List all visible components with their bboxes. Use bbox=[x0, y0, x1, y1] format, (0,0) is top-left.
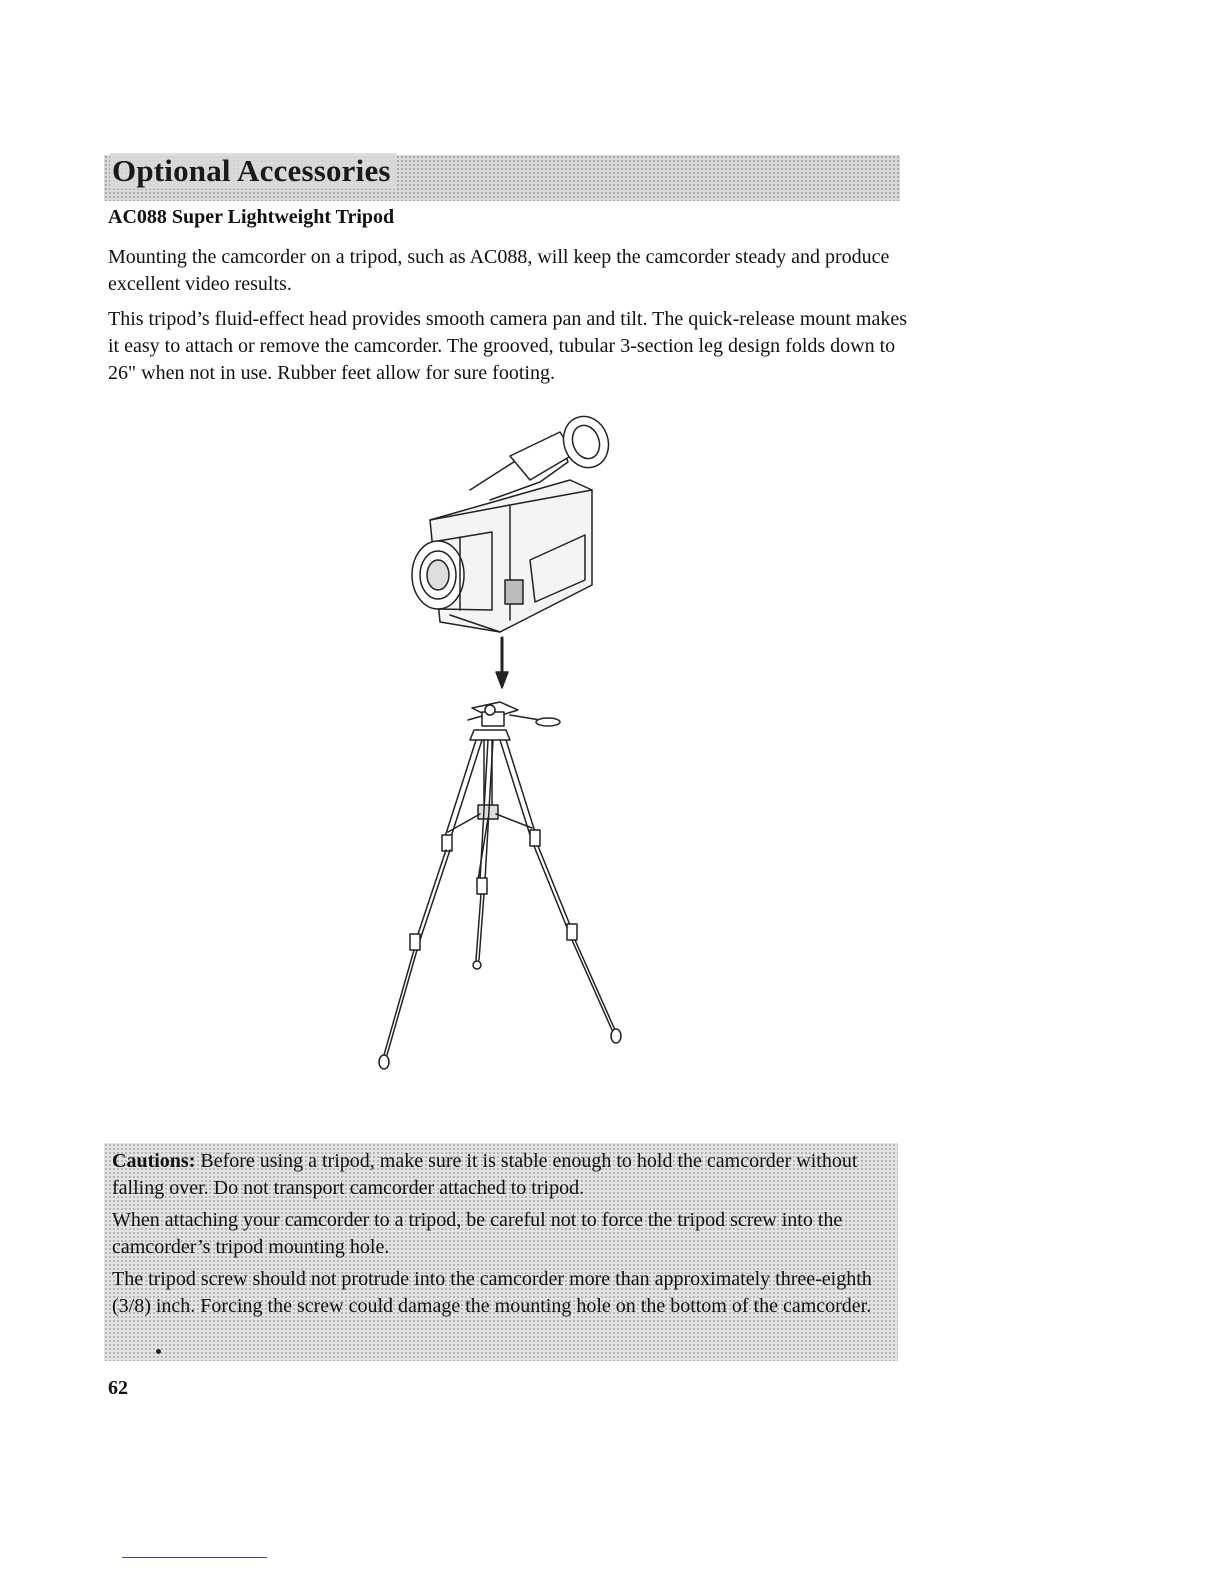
caution-item bbox=[112, 1148, 892, 1202]
tripod-icon bbox=[379, 702, 621, 1069]
page-number: 62 bbox=[108, 1377, 128, 1399]
caution-item: When attaching your camcorder to a tripod, be careful not to force the tripod screw into the camcorder’s tripod mounting hole. bbox=[112, 1209, 843, 1258]
caution-text: Before using a tripod, make sure it is stable enough to hold the camcorder without falling over. Do not transport camcorder attached to tripod. bbox=[112, 1150, 858, 1199]
intro-paragraph: Mounting the camcorder on a tripod, such as AC088, will keep the camcorder steady and produce excellent video results. bbox=[108, 246, 890, 295]
features-paragraph: This tripod’s fluid-effect head provides smooth camera pan and tilt. The quick-release mount makes it easy to attach or remove the camcorder. The grooved, tubular 3-section leg design folds down to 26" when not in use. Rubber feet allow for sure footing. bbox=[108, 308, 908, 384]
product-heading: AC088 Super Lightweight Tripod bbox=[108, 206, 395, 228]
section-title: Optional Accessories bbox=[110, 153, 397, 189]
caution-item: The tripod screw should not protrude into the camcorder more than approximately three-eighth (3/8) inch. Forcing the screw could damage the mounting hole on the bottom of the camcorder. bbox=[112, 1268, 872, 1317]
camcorder-icon bbox=[412, 410, 616, 632]
down-arrow-icon bbox=[496, 638, 508, 688]
camcorder-tripod-illustration bbox=[360, 410, 650, 1080]
footer-rule bbox=[122, 1557, 267, 1558]
bullet-dot bbox=[156, 1349, 161, 1354]
cautions-label: Cautions: bbox=[112, 1150, 196, 1172]
